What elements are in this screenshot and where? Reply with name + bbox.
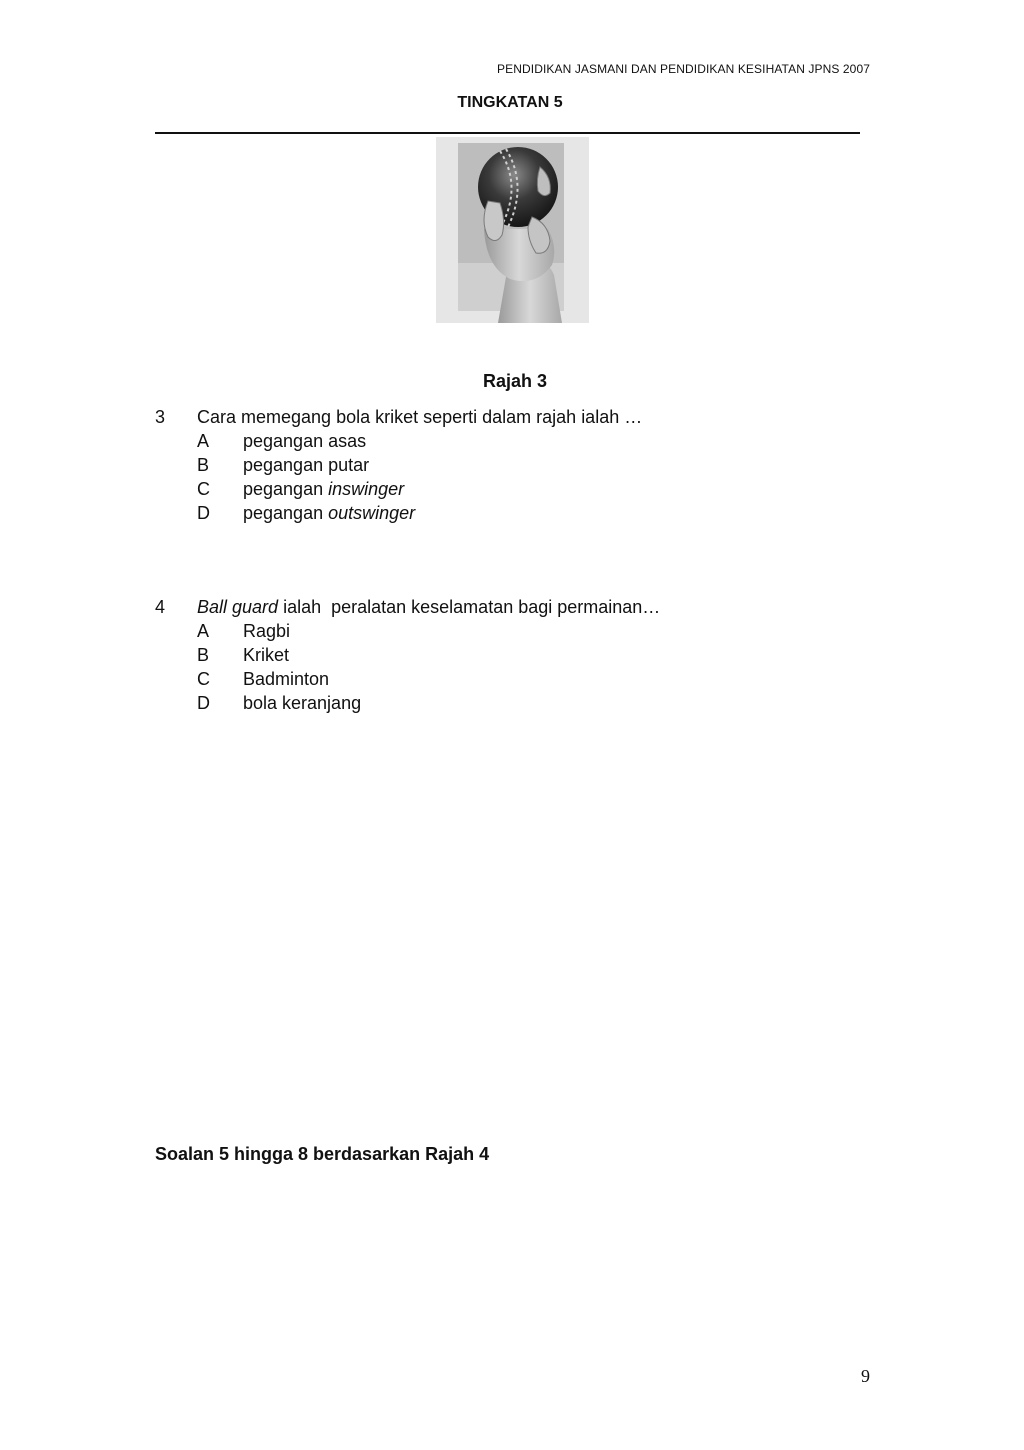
question-3-option-d-term: outswinger: [328, 503, 416, 523]
cricket-ball-grip-icon: [436, 137, 589, 323]
question-3-option-d: [243, 503, 415, 524]
question-3-option-d-text: pegangan: [243, 503, 329, 523]
question-3-option-c-letter: C: [197, 479, 210, 499]
cricket-ball-grip-image: [436, 137, 589, 323]
question-3-option-c-term: inswinger: [328, 479, 405, 499]
figure-caption: Rajah 3: [482, 371, 548, 391]
question-3-option-a-letter: A: [197, 431, 210, 451]
question-4-text: [197, 597, 660, 618]
question-3-option-a-text: pegangan asas: [243, 431, 367, 451]
question-4-stem: ialah peralatan keselamatan bagi permainan…: [278, 597, 661, 617]
question-4-option-b: Kriket: [243, 645, 290, 665]
question-3-option-b-text: pegangan putar: [243, 455, 370, 475]
question-3-option-b-letter: B: [197, 455, 210, 475]
header-divider: [155, 132, 860, 134]
question-4-term: Ball guard: [197, 597, 279, 617]
question-4-option-d-letter: D: [197, 693, 210, 713]
question-4-option-a-letter: A: [197, 621, 210, 641]
question-4-option-a: Ragbi: [243, 621, 291, 641]
question-3-option-c-text: pegangan: [243, 479, 329, 499]
question-4-option-c-letter: C: [197, 669, 210, 689]
section-heading: Soalan 5 hingga 8 berdasarkan Rajah 4: [155, 1144, 490, 1164]
question-3-number: 3: [155, 407, 166, 427]
page-number: 9: [861, 1366, 870, 1386]
question-3-option-a: [243, 431, 366, 452]
form-level-label: TINGKATAN 5: [457, 94, 563, 111]
question-3-option-c: [243, 479, 404, 500]
question-4-number: 4: [155, 597, 166, 617]
question-4-option-d: bola keranjang: [243, 693, 362, 713]
question-4-option-c: Badminton: [243, 669, 330, 689]
question-4-option-b-letter: B: [197, 645, 210, 665]
question-3-option-b: [243, 455, 369, 476]
question-3-text: Cara memegang bola kriket seperti dalam rajah ialah …: [197, 407, 643, 427]
document-header-title: PENDIDIKAN JASMANI DAN PENDIDIKAN KESIHATAN JPNS 2007: [497, 62, 870, 76]
question-3-option-d-letter: D: [197, 503, 210, 523]
